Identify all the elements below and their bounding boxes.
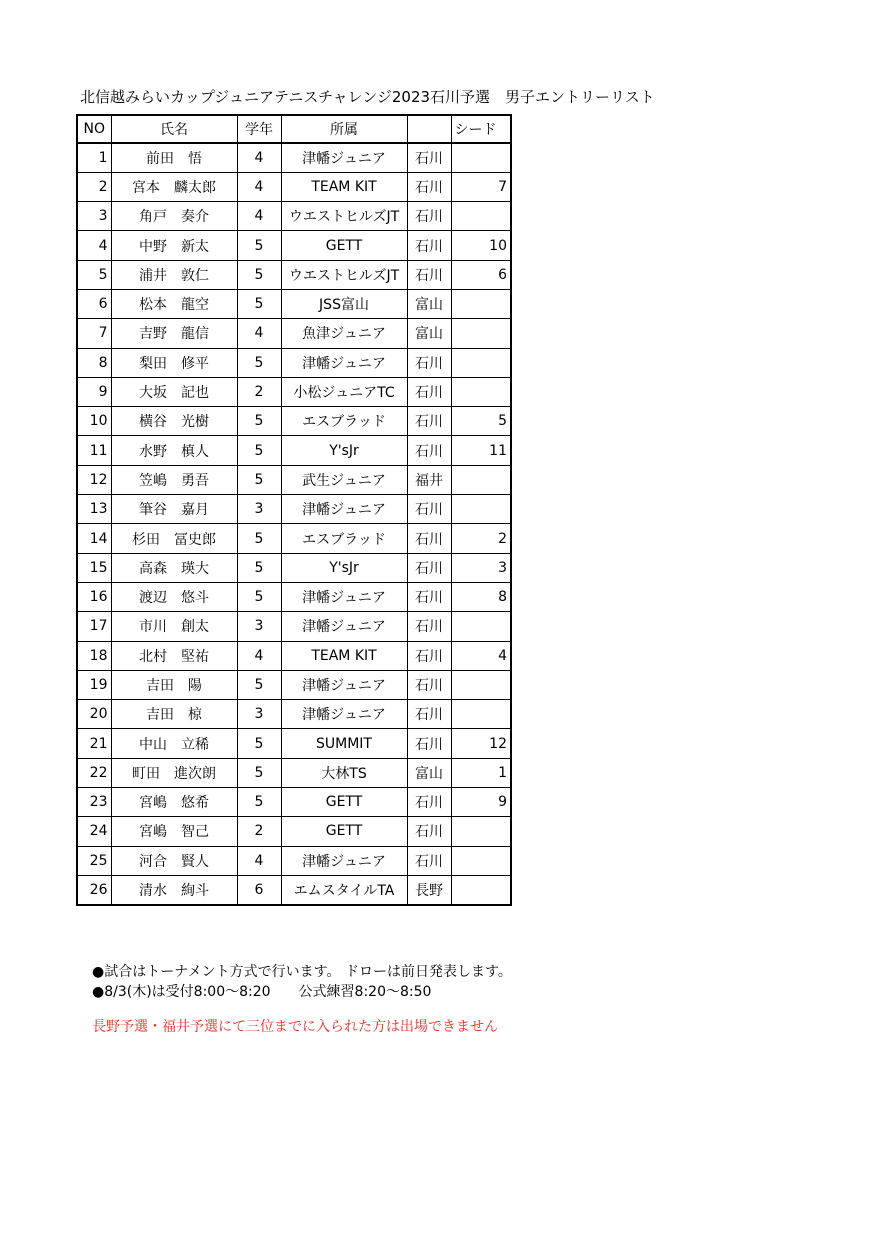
cell-no: 16 [77,582,111,611]
cell-seed [451,202,511,231]
cell-prefecture: 石川 [407,553,451,582]
table-row [77,553,511,582]
cell-team: エムスタイルTA [281,875,407,904]
table-row [77,319,511,348]
table-row [77,670,511,699]
cell-seed: 7 [451,172,511,201]
table-row [77,407,511,436]
cell-grade: 5 [237,260,281,289]
cell-prefecture: 石川 [407,582,451,611]
cell-team: Y'sJr [281,436,407,465]
table-body [77,143,511,905]
cell-seed: 8 [451,582,511,611]
cell-team: エスブラッド [281,524,407,553]
cell-team: 大林TS [281,758,407,787]
cell-seed: 5 [451,407,511,436]
cell-name: 清水 絢斗 [111,875,237,904]
cell-no: 24 [77,817,111,846]
cell-name: 水野 槙人 [111,436,237,465]
table-row [77,202,511,231]
cell-seed [451,495,511,524]
cell-grade: 5 [237,553,281,582]
cell-team: 津幡ジュニア [281,612,407,641]
cell-prefecture: 石川 [407,524,451,553]
cell-seed [451,817,511,846]
cell-no: 25 [77,846,111,875]
cell-grade: 3 [237,700,281,729]
cell-prefecture: 石川 [407,817,451,846]
cell-name: 筆谷 嘉月 [111,495,237,524]
cell-prefecture: 石川 [407,202,451,231]
cell-no: 5 [77,260,111,289]
table-row [77,582,511,611]
table-row [77,758,511,787]
cell-grade: 5 [237,465,281,494]
cell-prefecture: 富山 [407,758,451,787]
cell-name: 大坂 記也 [111,377,237,406]
cell-prefecture: 石川 [407,348,451,377]
cell-no: 2 [77,172,111,201]
cell-grade: 4 [237,846,281,875]
cell-seed [451,670,511,699]
cell-name: 河合 賢人 [111,846,237,875]
cell-grade: 3 [237,612,281,641]
table-row [77,729,511,758]
cell-name: 前田 悟 [111,143,237,172]
table-row [77,788,511,817]
cell-name: 渡辺 悠斗 [111,582,237,611]
table-row [77,700,511,729]
document-title: 北信越みらいカップジュニアテニスチャレンジ2023石川予選 男子エントリーリスト [80,88,655,106]
cell-seed: 4 [451,641,511,670]
cell-grade: 5 [237,524,281,553]
cell-no: 21 [77,729,111,758]
table-row [77,436,511,465]
cell-team: 津幡ジュニア [281,700,407,729]
cell-seed [451,377,511,406]
header-no: NO [77,115,111,143]
cell-prefecture: 富山 [407,289,451,318]
cell-team: ウエストヒルズJT [281,260,407,289]
cell-prefecture: 福井 [407,465,451,494]
cell-team: JSS富山 [281,289,407,318]
cell-grade: 5 [237,582,281,611]
cell-no: 13 [77,495,111,524]
cell-grade: 5 [237,729,281,758]
cell-grade: 2 [237,817,281,846]
cell-no: 10 [77,407,111,436]
cell-prefecture: 石川 [407,846,451,875]
cell-prefecture: 石川 [407,729,451,758]
cell-seed [451,700,511,729]
table-row [77,641,511,670]
cell-prefecture: 石川 [407,143,451,172]
cell-no: 3 [77,202,111,231]
cell-team: 津幡ジュニア [281,670,407,699]
cell-grade: 5 [237,758,281,787]
cell-name: 松本 龍空 [111,289,237,318]
eligibility-warning: 長野予選・福井予選にて三位までに入られた方は出場できません [92,1019,498,1035]
header-seed: シード [451,115,511,143]
cell-grade: 5 [237,788,281,817]
cell-name: 町田 進次朗 [111,758,237,787]
cell-no: 1 [77,143,111,172]
cell-seed [451,143,511,172]
cell-no: 18 [77,641,111,670]
cell-prefecture: 長野 [407,875,451,904]
cell-team: TEAM KIT [281,641,407,670]
cell-team: 小松ジュニアTC [281,377,407,406]
cell-name: 梨田 修平 [111,348,237,377]
cell-no: 7 [77,319,111,348]
cell-name: 宮本 麟太郎 [111,172,237,201]
cell-grade: 6 [237,875,281,904]
cell-grade: 4 [237,143,281,172]
cell-prefecture: 石川 [407,495,451,524]
cell-seed [451,465,511,494]
cell-no: 8 [77,348,111,377]
cell-name: 吉田 陽 [111,670,237,699]
cell-team: ウエストヒルズJT [281,202,407,231]
table-row [77,817,511,846]
cell-prefecture: 石川 [407,436,451,465]
cell-prefecture: 石川 [407,231,451,260]
table-row [77,260,511,289]
cell-seed: 9 [451,788,511,817]
cell-no: 4 [77,231,111,260]
cell-team: 津幡ジュニア [281,582,407,611]
table-header-row [77,115,511,143]
cell-grade: 5 [237,407,281,436]
cell-grade: 2 [237,377,281,406]
notes [92,962,512,1002]
cell-name: 角戸 奏介 [111,202,237,231]
cell-no: 23 [77,788,111,817]
cell-grade: 5 [237,231,281,260]
cell-team: 津幡ジュニア [281,495,407,524]
table-row [77,289,511,318]
cell-seed [451,846,511,875]
cell-team: Y'sJr [281,553,407,582]
cell-no: 17 [77,612,111,641]
cell-team: 津幡ジュニア [281,143,407,172]
cell-prefecture: 石川 [407,641,451,670]
cell-seed: 11 [451,436,511,465]
cell-team: SUMMIT [281,729,407,758]
table-row [77,875,511,904]
cell-name: 中野 新太 [111,231,237,260]
cell-grade: 4 [237,319,281,348]
cell-seed [451,348,511,377]
cell-prefecture: 石川 [407,260,451,289]
cell-prefecture: 石川 [407,172,451,201]
cell-team: エスブラッド [281,407,407,436]
cell-seed [451,612,511,641]
cell-prefecture: 石川 [407,612,451,641]
cell-team: TEAM KIT [281,172,407,201]
header-team: 所属 [281,115,407,143]
cell-seed [451,319,511,348]
cell-seed: 12 [451,729,511,758]
cell-team: 津幡ジュニア [281,846,407,875]
cell-grade: 5 [237,289,281,318]
cell-name: 北村 堅祐 [111,641,237,670]
table-row [77,465,511,494]
cell-name: 宮嶋 悠希 [111,788,237,817]
table-row [77,231,511,260]
cell-no: 22 [77,758,111,787]
table-row [77,612,511,641]
cell-no: 11 [77,436,111,465]
cell-name: 浦井 敦仁 [111,260,237,289]
note-format: ●試合はトーナメント方式で行います。 ドローは前日発表します。 [92,964,512,980]
cell-grade: 4 [237,641,281,670]
cell-seed: 2 [451,524,511,553]
cell-no: 6 [77,289,111,318]
table-row [77,377,511,406]
cell-prefecture: 石川 [407,788,451,817]
cell-team: GETT [281,788,407,817]
cell-name: 杉田 冨史郎 [111,524,237,553]
cell-grade: 4 [237,202,281,231]
cell-seed [451,289,511,318]
table-row [77,172,511,201]
cell-name: 吉野 龍信 [111,319,237,348]
header-name: 氏名 [111,115,237,143]
cell-prefecture: 石川 [407,407,451,436]
cell-team: 武生ジュニア [281,465,407,494]
cell-name: 吉田 椋 [111,700,237,729]
header-prefecture [407,115,451,143]
cell-team: GETT [281,231,407,260]
table-row [77,495,511,524]
cell-no: 15 [77,553,111,582]
table-row [77,524,511,553]
header-grade: 学年 [237,115,281,143]
cell-grade: 4 [237,172,281,201]
table-row [77,348,511,377]
cell-no: 20 [77,700,111,729]
cell-grade: 5 [237,436,281,465]
cell-name: 高森 瑛大 [111,553,237,582]
cell-no: 14 [77,524,111,553]
cell-no: 12 [77,465,111,494]
cell-name: 横谷 光樹 [111,407,237,436]
cell-team: 津幡ジュニア [281,348,407,377]
cell-prefecture: 石川 [407,700,451,729]
cell-seed: 1 [451,758,511,787]
cell-seed [451,875,511,904]
cell-no: 19 [77,670,111,699]
cell-grade: 3 [237,495,281,524]
cell-prefecture: 石川 [407,670,451,699]
cell-no: 26 [77,875,111,904]
note-schedule: ●8/3(木)は受付8:00～8:20 公式練習8:20～8:50 [92,984,432,1000]
cell-seed: 6 [451,260,511,289]
cell-name: 宮嶋 智己 [111,817,237,846]
cell-team: 魚津ジュニア [281,319,407,348]
table-row [77,143,511,172]
cell-prefecture: 富山 [407,319,451,348]
table-row [77,846,511,875]
cell-name: 市川 創太 [111,612,237,641]
cell-name: 笠嶋 勇吾 [111,465,237,494]
entry-list-table [76,114,512,906]
cell-seed: 10 [451,231,511,260]
cell-prefecture: 石川 [407,377,451,406]
cell-name: 中山 立稀 [111,729,237,758]
cell-grade: 5 [237,670,281,699]
cell-no: 9 [77,377,111,406]
cell-grade: 5 [237,348,281,377]
cell-team: GETT [281,817,407,846]
cell-seed: 3 [451,553,511,582]
